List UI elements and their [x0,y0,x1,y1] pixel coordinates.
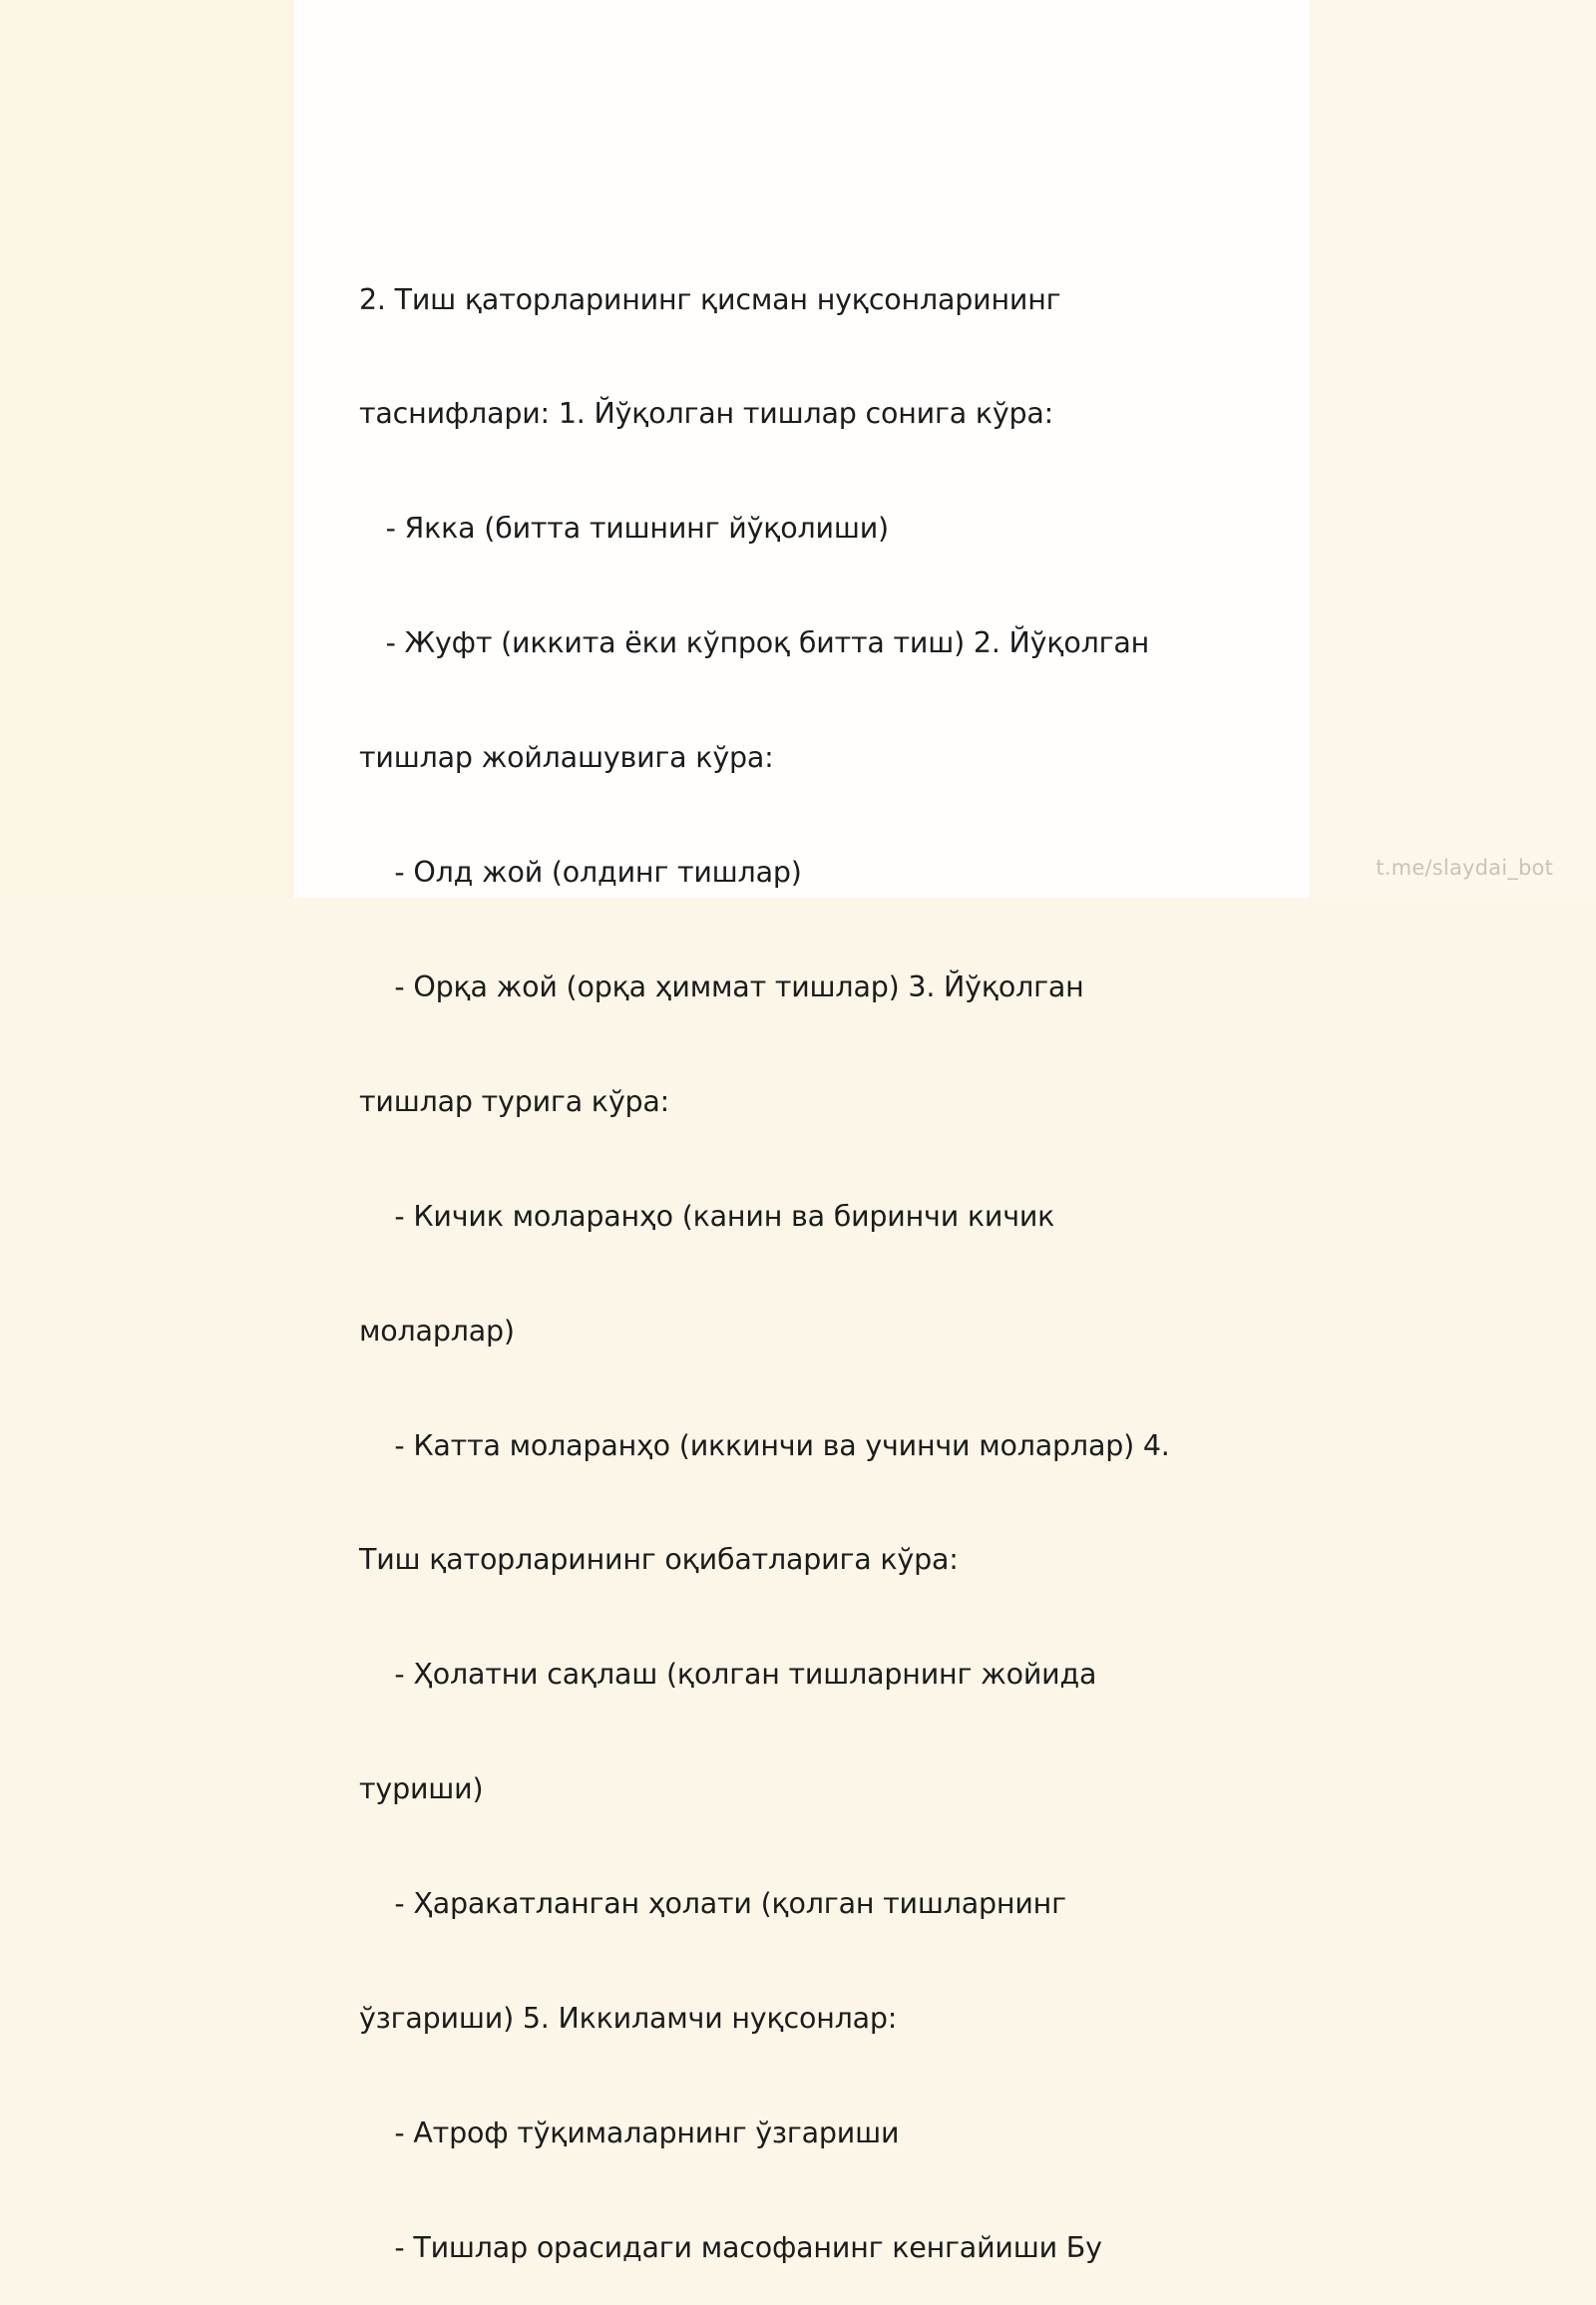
text-line: моларлар) [359,1314,515,1347]
text-line: - Ҳолатни сақлаш (қолган тишларнинг жойида [359,1658,1097,1692]
text-line: - Олд жой (олдинг тишлар) [359,856,802,890]
slide-body-text [359,204,1257,2305]
left-background [0,0,294,898]
text-line: тишлар жойлашувига кўра: [359,741,774,775]
text-line: - Якка (битта тишнинг йўқолиши) [359,512,889,546]
right-background [1310,0,1596,898]
text-line: - Атроф тўқималарнинг ўзгариши [359,2115,900,2149]
text-line: 2. Тиш қаторларининг қисман нуқсонларининг [359,282,1061,316]
text-line: тишлар турига кўра: [359,1084,670,1118]
watermark-text: t.me/slaydai_bot [1376,856,1553,880]
text-line: - Кичик моларанҳо (канин ва биринчи кичик [359,1199,1055,1233]
text-line: - Ҳаракатланган ҳолати (қолган тишларнинг [359,1887,1066,1921]
text-line: таснифлари: 1. Йўқолган тишлар сонига кўра: [359,397,1054,431]
text-line: туриши) [359,1772,484,1806]
text-line: - Жуфт (иккита ёки кўпроқ битта тиш) 2. Йўқолган [359,626,1150,660]
text-line: ўзгариши) 5. Иккиламчи нуқсонлар: [359,2001,898,2035]
text-line: - Орқа жой (орқа ҳиммат тишлар) 3. Йўқолган [359,969,1084,1003]
text-line: - Катта моларанҳо (иккинчи ва учинчи моларлар) 4. [359,1428,1170,1462]
text-line: Тиш қаторларининг оқибатларига кўра: [359,1543,959,1577]
text-line: - Тишлар орасидаги масофанинг кенгайиши Бу [359,2230,1102,2264]
